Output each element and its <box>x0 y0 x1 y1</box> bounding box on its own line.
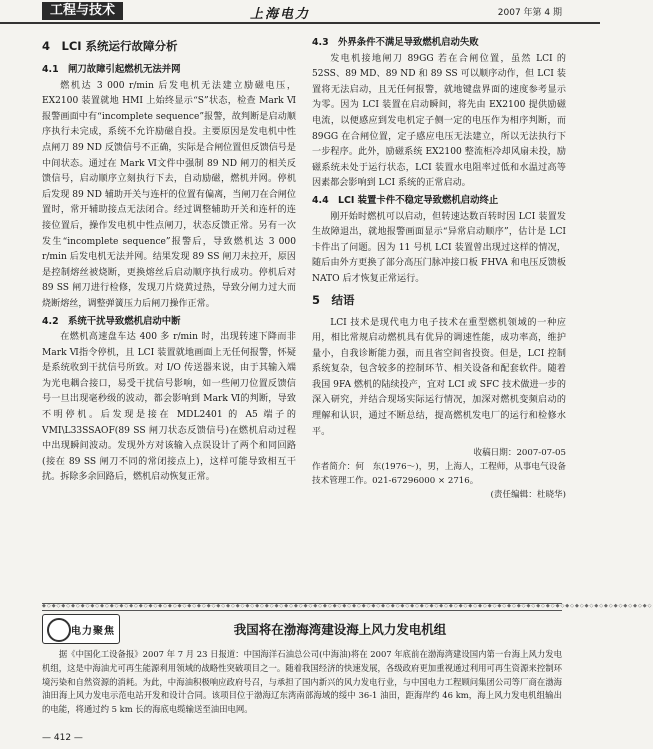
logo-text: 电力聚焦 <box>71 626 115 637</box>
section-5-title: 5 结语 <box>312 292 355 307</box>
subsection-4-3-title: 4.3 外界条件不满足导致燃机启动失败 <box>312 37 479 48</box>
section-label: 工程与技术 <box>42 2 123 20</box>
section-4-title: 4 LCI 系统运行故障分析 <box>42 39 178 53</box>
subsection-4-4-title: 4.4 LCI 装置卡件不稳定导致燃机启动终止 <box>312 194 499 206</box>
logo-ring-icon <box>47 618 71 642</box>
subsection-4-2-text: 在燃机高速盘车达 400 多 r/min 时，出现转速下降而非 Mark Ⅵ指令停机，且 LCI 装置就地画面上无任何报警，怀疑是系统收到干扰信号所致。对 I/O 传送器来说，由于其输入端为光电耦合接口，易受干扰信号影响，如一些闸刀位置反馈信号一旦出现毫秒级的波动，都会影响到 Mark Ⅵ的判断，导致不明停机。后发现是接在 MDL2401 的 A5 端子的 VMI\L33SSAOF(89 SS 闸刀状态反馈信号)在燃机启动过程中出现瞬间波动。发现外方对该输入点误设计了两个和同回路(接在 89 SS 闸刀不同的常闭接点上)，这样可能导致相互干扰。拆除多余回路后，燃机启动恢复正常。 <box>42 332 296 483</box>
author-bio: 作者简介：何 东(1976～)，男，上海人，工程师，从事电气设备技术管理工作。021-67296000 × 2716。 <box>312 462 566 487</box>
subsection-4-4-text: 刚开始时燃机可以启动，但转速达数百转时因 LCI 装置发生故障退出，就地报警画面显示“异常启动顺序”，估计是 LCI 卡件出了问题。因为 11 号机 LCI 装置曾出现过这样的情况，随后由外方更换了部分高压门脉冲接口板 FHVA 和电压反馈板 NATO 后才恢复正常运行。 <box>312 211 566 284</box>
news-title: 我国将在渤海湾建设海上风力发电机组 <box>233 622 447 637</box>
journal-title: 上海电力 <box>250 7 311 22</box>
subsection-4-1-text: 燃机达 3 000 r/min 后发电机无法建立励磁电压，EX2100 装置就地 HMI 上始终显示“S”状态，检查 Mark Ⅵ报警画面中有“incomplete sequence”报警，故判断是启动顺序执行未完成，系统不允许励磁自投。主要原因是发电机中性点闸刀 89 ND 反馈信号不正确，实际是合闸位置但反馈信号是中间状态。通过在 Mark Ⅵ文件中强制 89 ND 闸刀的相关反馈信号，启动顺序立刻执行下去，自动励磁，燃机并网。停机后发现 89 ND 辅助开关与连杆的位置有偏离，当闸刀在合闸位置时，常开辅助接点无法闭合。经过调整辅助开关和连杆的连接位置后，操作发电机中性点闸刀，状态反馈正常。另有一次发生“incomplete sequence”报警后，导致燃机达 3 000 r/min 后发电机无法并网。结果发现 89 SS 闸刀未拉开，原因是控制熔丝被烧断，更换熔丝后启动顺序执行成功。停机后对 89 SS 闸刀进行检修，发现刀片烧黄过热，导致分闸力过大而烧断熔丝，调整弹簧压力后闸刀操作正常。 <box>42 80 296 309</box>
page-number: — 412 — <box>42 733 83 743</box>
page-header <box>0 0 600 24</box>
news-body: 据《中国化工设备报》2007 年 7 月 23 日报道：中国海洋石油总公司(中海油)将在 2007 年底前在渤海湾建设国内第一台海上风力发电机组，这是中海油尤可再生能源利用领域的战略性突破项目之一。随着我国经济的快速发展，各级政府更加重视通过利用可再生资源来控制环境污染和自然资源的消耗。为此，中海油积极响应政府号召，与承担了国内新兴的风力发电行业，与中国电力工程顾问集团公司等厂商在渤海油田海上风力发电示范电站开发和设计合同。该项目位于渤海辽东湾南部海域的绥中 36-1 油田，距海岸约 46 km，海上风力发电机组输出的电能，将通过约 5 km 长的海底电缆输送至油田电网。 <box>42 649 562 715</box>
received-date: 收稿日期：2007-07-05 <box>473 448 566 459</box>
issue-number: 2007 年第 4 期 <box>497 8 562 18</box>
conclusion-text: LCI 技术是现代电力电子技术在重型燃机领域的一种应用，相比常规启动燃机具有优异的调速性能，成功率高，维护量小，自我诊断能力强，而且省空间省投资。但是，LCI 控制系统复杂，包含较多的控制环节、相关设备和配套软件。随着我国 9FA 燃机的陆续投产，宜对 LCI 或 SFC 技术做进一步的深入研究，并结合现场实际运行情况，加深对燃机变频启动的理解和认识，通过不断总结，提高燃机发电厂的运行和检修水平。 <box>312 317 566 437</box>
right-column <box>312 34 566 502</box>
subsection-4-3-text: 发电机接地闸刀 89GG 若在合闸位置，虽然 LCI 的 52SS、89 MD、89 ND 和 89 SS 可以顺序动作，但 LCI 装置将无法启动，且无任何报警，就地键盘界面的速度参考显示为零。因为 LCI 装置在启动瞬间，将先由 EX2100 提供励磁电流，以便感应到发电机定子侧一定的电压作为相序判断，而 89GG 在合闸位置，定子感应电压无法建立，所以无法执行下一步程序。此外，励磁系统 EX2100 整流柜冷却风扇未投，励磁系统未处于运行状态，LCI 装置水电阻率过低和水温过高等因素都会影响到 LCI 系统的正常启动。 <box>312 53 566 189</box>
divider-pattern: ◆◇◆◇◆◇◆◇◆◇◆◇◆◇◆◇◆◇◆◇◆◇◆◇◆◇◆◇◆◇◆◇◆◇◆◇◆◇◆◇◆◇◆◇◆◇◆◇◆◇◆◇◆◇◆◇◆◇◆◇◆◇◆◇◆◇◆◇◆◇◆◇◆◇◆◇◆◇◆◇◆◇◆◇◆◇◆◇◆◇◆◇◆◇◆◇◆◇◆◇◆◇◆◇◆◇◆◇◆◇◆◇◆◇◆◇◆◇◆◇◆◇◆◇◆◇ <box>42 603 653 609</box>
subsection-4-1-title: 4.1 闸刀故障引起燃机无法并网 <box>42 64 181 75</box>
responsible-editor: (责任编辑：杜晓华) <box>490 490 566 501</box>
left-column <box>42 34 296 486</box>
subsection-4-2-title: 4.2 系统干扰导致燃机启动中断 <box>42 315 181 327</box>
power-focus-logo <box>42 614 120 644</box>
